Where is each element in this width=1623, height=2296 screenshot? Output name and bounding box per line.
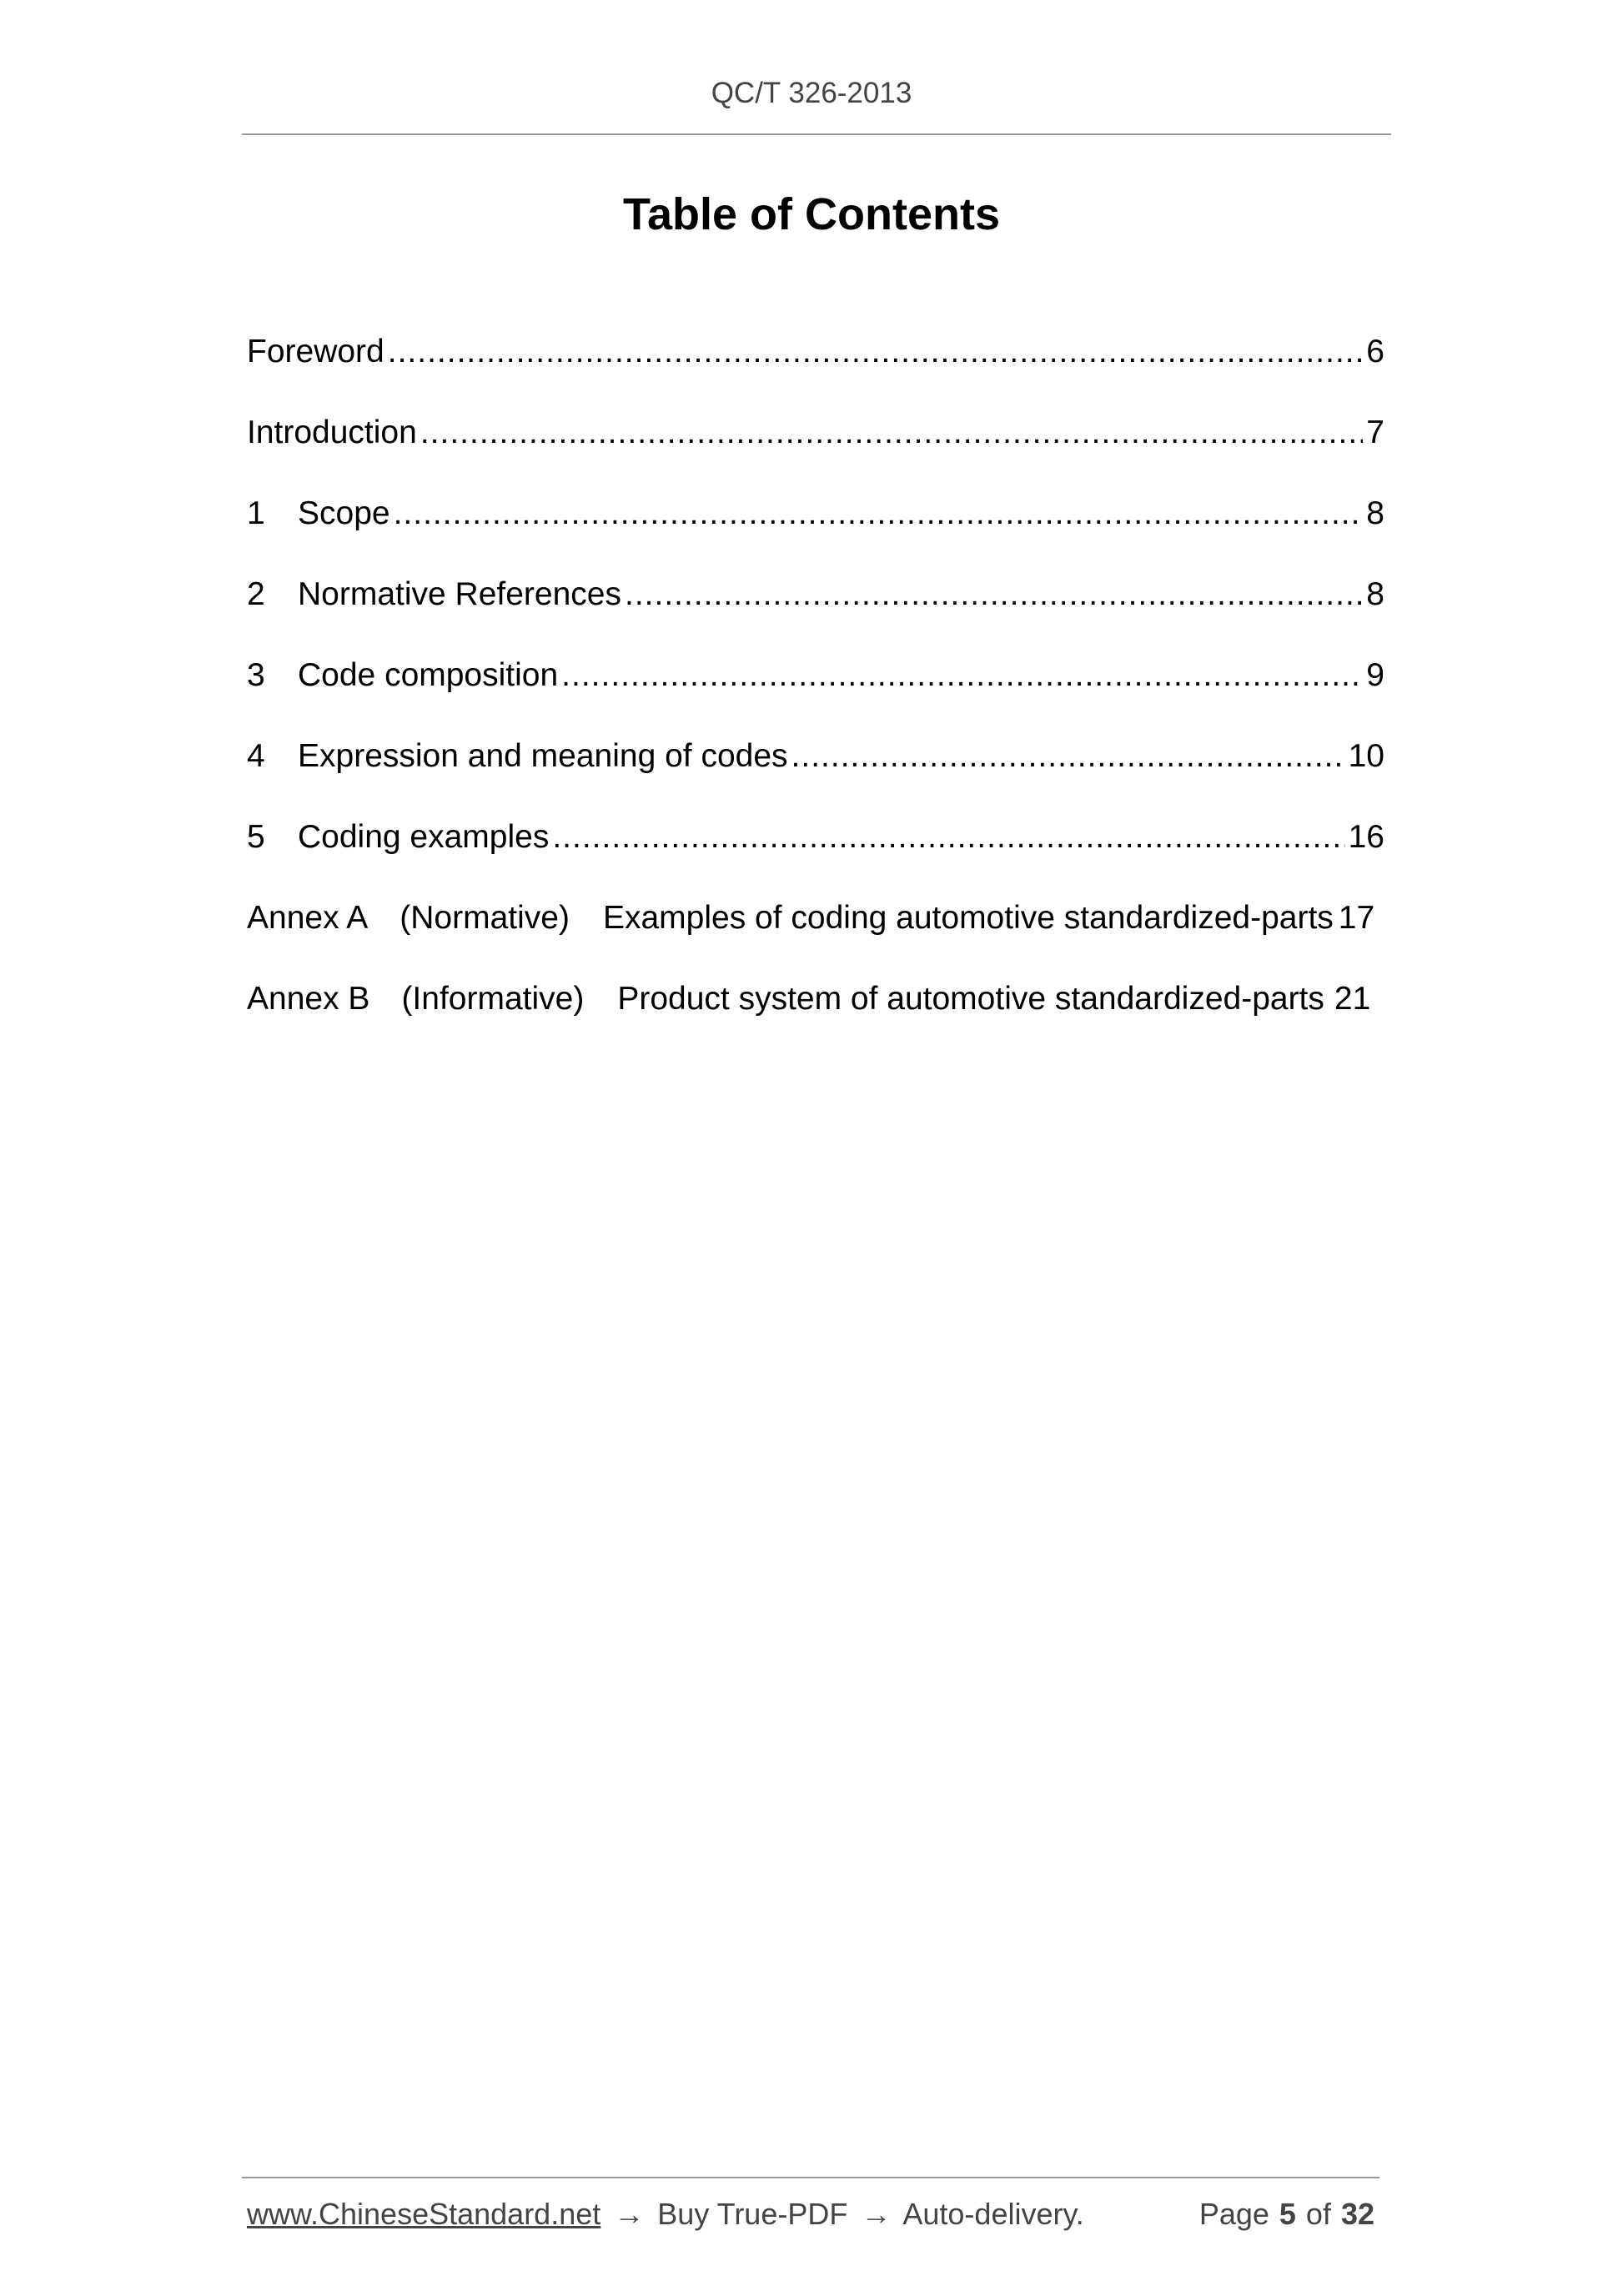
document-code-header: QC/T 326-2013 — [711, 77, 912, 109]
toc-entry-scope[interactable] — [247, 485, 1384, 566]
toc-dot-leader — [791, 728, 1345, 785]
toc-entry-page: 9 — [1366, 657, 1384, 693]
auto-delivery-text: Auto-delivery. — [902, 2197, 1084, 2231]
toc-entry-foreword[interactable] — [247, 324, 1384, 404]
toc-entry-number: Annex B — [247, 981, 370, 1017]
page-label: Page — [1198, 2197, 1269, 2231]
toc-heading: Table of Contents — [623, 189, 1000, 239]
toc-entry-title: Introduction — [247, 414, 417, 450]
toc-entry-introduction[interactable] — [247, 404, 1384, 485]
website-link[interactable]: www.ChineseStandard.net — [247, 2197, 601, 2231]
toc-entry-expression-and-meaning[interactable] — [247, 728, 1384, 809]
toc-dot-leader — [394, 485, 1364, 542]
toc-dot-leader — [561, 647, 1363, 704]
current-page-number: 5 — [1279, 2197, 1296, 2231]
toc-entry-title: Scope — [298, 495, 390, 531]
toc-entry-page: 16 — [1348, 819, 1384, 855]
page-of-label: of — [1305, 2197, 1331, 2231]
toc-entry-normative-references[interactable] — [247, 566, 1384, 647]
toc-entry-title: Product system of automotive standardized-parts — [617, 981, 1324, 1017]
header-divider — [242, 133, 1391, 135]
toc-entry-annex-b[interactable] — [247, 971, 1384, 1052]
toc-entry-number: 5 — [247, 819, 265, 855]
toc-entry-title: Normative References — [298, 576, 621, 612]
toc-entry-title: Expression and meaning of codes — [298, 738, 788, 774]
toc-entry-number: 1 — [247, 495, 265, 531]
toc-entry-title: Code composition — [298, 657, 559, 693]
toc-entry-number: 2 — [247, 576, 265, 612]
page-footer — [247, 2197, 1379, 2232]
toc-entry-page: 7 — [1366, 414, 1384, 450]
arrow-right-icon: → — [614, 2197, 645, 2231]
toc-entry-page: 6 — [1366, 334, 1384, 369]
total-page-count: 32 — [1340, 2197, 1374, 2231]
toc-entry-number: 3 — [247, 657, 265, 693]
toc-entry-page: 8 — [1366, 576, 1384, 612]
buy-true-pdf-text: Buy True-PDF — [657, 2197, 848, 2231]
footer-divider — [242, 2177, 1379, 2178]
toc-entry-number: Annex A — [247, 900, 369, 936]
toc-dot-leader — [420, 404, 1363, 461]
toc-entry-page: 10 — [1348, 738, 1384, 774]
toc-entry-title: Foreword — [247, 334, 384, 369]
toc-entry-annex-type: (Normative) — [399, 900, 570, 936]
page-indicator — [1199, 2197, 1374, 2232]
toc-entry-page: 8 — [1366, 495, 1384, 531]
arrow-right-icon: → — [861, 2197, 892, 2231]
toc-entry-coding-examples[interactable] — [247, 809, 1384, 890]
toc-entry-page: 17 — [1338, 900, 1375, 936]
toc-entry-number: 4 — [247, 738, 265, 774]
toc-entry-annex-a[interactable] — [247, 890, 1384, 971]
toc-entry-page: 21 — [1334, 981, 1371, 1017]
table-of-contents — [247, 324, 1384, 1052]
toc-entry-title: Coding examples — [298, 819, 550, 855]
toc-entry-code-composition[interactable] — [247, 647, 1384, 728]
toc-entry-annex-type: (Informative) — [401, 981, 585, 1017]
toc-entry-title: Examples of coding automotive standardized-parts — [602, 900, 1334, 936]
toc-dot-leader — [388, 324, 1364, 380]
toc-dot-leader — [552, 809, 1344, 866]
toc-dot-leader — [625, 566, 1363, 623]
